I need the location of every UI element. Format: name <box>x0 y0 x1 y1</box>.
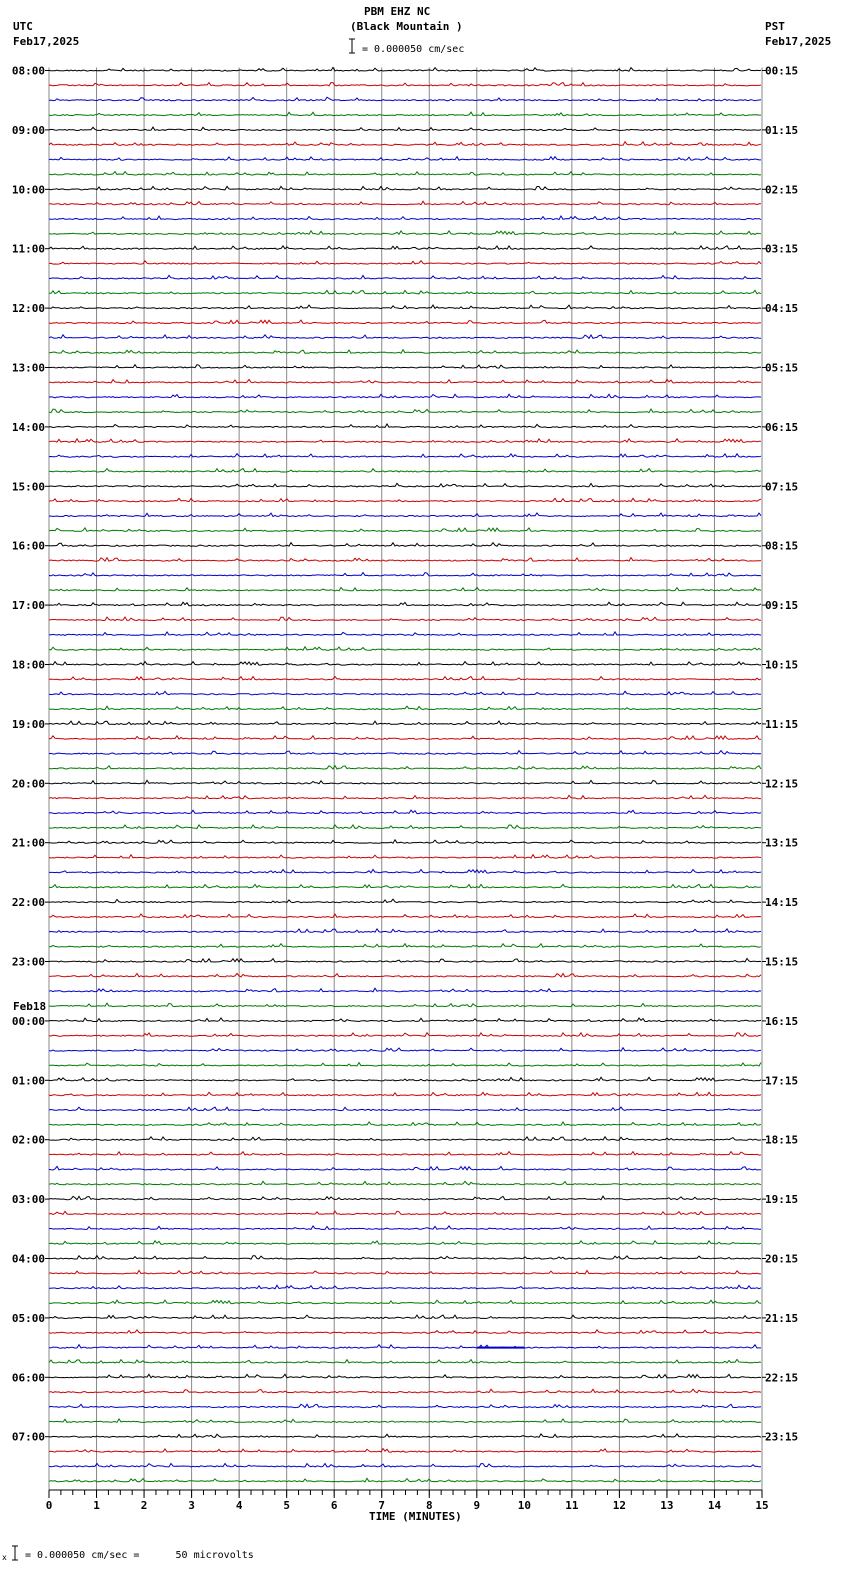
utc-hour-label: 03:00 <box>11 1193 45 1207</box>
pst-hour-label: 23:15 <box>765 1430 799 1444</box>
seismic-trace <box>49 1033 761 1037</box>
seismic-trace <box>49 944 761 948</box>
seismic-trace <box>49 394 761 398</box>
seismic-trace <box>49 1270 761 1274</box>
seismic-trace <box>49 1137 761 1141</box>
left-timezone: UTC <box>13 20 33 33</box>
seismic-trace <box>49 320 761 323</box>
x-tick-label: 2 <box>140 1499 148 1512</box>
seismic-trace <box>49 379 761 383</box>
utc-hour-label: 22:00 <box>11 896 45 910</box>
seismic-trace <box>49 1211 761 1214</box>
seismic-trace <box>49 1374 761 1378</box>
station-title: PBM EHZ NC <box>364 5 431 18</box>
seismic-trace <box>49 172 761 175</box>
seismic-trace <box>49 959 761 963</box>
pst-hour-label: 19:15 <box>765 1193 799 1207</box>
pst-hour-label: 03:15 <box>765 242 799 256</box>
seismic-trace <box>49 97 761 101</box>
seismic-trace <box>49 68 761 72</box>
seismic-trace <box>49 602 761 606</box>
seismic-trace <box>49 350 761 354</box>
seismic-trace <box>49 825 761 829</box>
seismic-trace <box>49 424 761 428</box>
seismic-trace <box>49 573 761 577</box>
x-tick-label: 13 <box>660 1499 674 1512</box>
pst-hour-label: 17:15 <box>765 1074 799 1088</box>
seismic-trace <box>49 1048 761 1052</box>
seismic-trace <box>49 751 761 755</box>
x-axis-label: TIME (MINUTES) <box>369 1510 462 1523</box>
pst-hour-label: 21:15 <box>765 1311 799 1325</box>
seismic-trace <box>49 1389 761 1393</box>
utc-hour-label: 21:00 <box>11 836 45 850</box>
pst-hour-label: 10:15 <box>765 658 799 672</box>
seismic-trace <box>49 1419 761 1423</box>
utc-hour-label: 05:00 <box>11 1311 45 1325</box>
seismic-trace <box>49 810 761 814</box>
utc-hour-label: 14:00 <box>11 420 45 434</box>
seismic-trace <box>49 899 761 903</box>
x-tick-label: 10 <box>517 1499 531 1512</box>
seismic-trace <box>49 988 761 992</box>
seismic-trace <box>49 365 761 369</box>
seismic-trace <box>49 261 761 264</box>
pst-hour-label: 02:15 <box>765 183 799 197</box>
seismic-trace <box>49 83 761 86</box>
seismic-trace <box>49 1256 761 1260</box>
seismic-trace <box>49 855 761 859</box>
seismic-trace <box>49 1018 761 1022</box>
footer-scale-note: = 0.000050 cm/sec = 50 microvolts <box>25 1550 254 1561</box>
x-tick-label: 4 <box>235 1499 243 1512</box>
utc-hour-label: 02:00 <box>11 1133 45 1147</box>
seismic-trace <box>49 736 761 740</box>
x-tick-label: 9 <box>473 1499 481 1512</box>
seismic-trace <box>49 290 761 293</box>
seismic-trace <box>49 127 761 130</box>
x-tick-label: 7 <box>378 1499 386 1512</box>
seismic-trace <box>49 1315 761 1319</box>
pst-hour-label: 20:15 <box>765 1252 799 1266</box>
x-tick-label: 0 <box>45 1499 53 1512</box>
seismic-trace <box>49 1434 761 1438</box>
pst-hour-label: 04:15 <box>765 302 799 316</box>
seismic-trace <box>49 1449 761 1453</box>
seismic-trace <box>49 142 761 146</box>
x-tick-label: 1 <box>93 1499 100 1512</box>
left-date: Feb17,2025 <box>13 35 80 48</box>
footer-marker-icon: x <box>2 1553 7 1562</box>
seismic-trace <box>49 706 761 709</box>
seismic-trace <box>49 840 761 844</box>
seismic-trace <box>49 157 761 161</box>
seismic-trace <box>49 528 761 532</box>
utc-hour-label: 08:00 <box>11 64 45 78</box>
seismic-trace <box>49 305 761 309</box>
seismic-trace <box>49 1360 761 1364</box>
seismic-trace <box>49 869 761 873</box>
seismic-trace <box>49 795 761 798</box>
seismic-trace <box>49 1345 761 1349</box>
seismic-trace <box>49 1166 761 1170</box>
seismic-trace <box>49 1285 761 1289</box>
seismic-trace <box>49 691 761 695</box>
seismic-trace <box>49 231 761 235</box>
utc-hour-label: 04:00 <box>11 1252 45 1266</box>
utc-hour-label: 01:00 <box>11 1074 45 1088</box>
seismic-trace <box>49 1330 761 1334</box>
pst-hour-label: 01:15 <box>765 123 799 137</box>
right-date: Feb17,2025 <box>765 35 832 48</box>
x-tick-label: 5 <box>283 1499 290 1512</box>
pst-hour-label: 08:15 <box>765 539 799 553</box>
utc-hour-label: 23:00 <box>11 955 45 969</box>
seismic-trace <box>49 1107 761 1111</box>
seismic-trace <box>49 1092 761 1095</box>
seismic-trace <box>49 721 761 725</box>
pst-hour-label: 14:15 <box>765 896 799 910</box>
utc-hour-label: 15:00 <box>11 480 45 494</box>
seismic-trace <box>49 216 761 220</box>
seismic-trace <box>49 1077 761 1081</box>
seismic-trace <box>49 1152 761 1156</box>
pst-hour-label: 11:15 <box>765 717 799 731</box>
seismic-trace <box>49 914 761 918</box>
seismic-trace <box>49 1464 761 1468</box>
seismic-trace <box>49 201 761 205</box>
seismic-trace <box>49 513 761 517</box>
x-tick-label: 6 <box>330 1499 338 1512</box>
seismic-trace <box>49 617 761 621</box>
pst-hour-label: 22:15 <box>765 1371 799 1385</box>
x-tick-label: 3 <box>188 1499 195 1512</box>
pst-hour-label: 15:15 <box>765 955 799 969</box>
seismic-trace <box>49 1181 761 1185</box>
seismic-trace <box>49 780 761 784</box>
utc-hour-label: 16:00 <box>11 539 45 553</box>
pst-hour-label: 05:15 <box>765 361 799 375</box>
pst-hour-label: 06:15 <box>765 420 799 434</box>
x-tick-label: 12 <box>612 1499 627 1512</box>
seismic-trace <box>49 543 761 547</box>
pst-hour-label: 07:15 <box>765 480 799 494</box>
pst-hour-label: 13:15 <box>765 836 799 850</box>
seismic-trace <box>49 1226 761 1230</box>
seismic-trace <box>49 275 761 279</box>
seismic-trace <box>49 1478 761 1482</box>
utc-hour-label: 07:00 <box>11 1430 45 1444</box>
x-tick-label: 11 <box>565 1499 579 1512</box>
seismic-trace <box>49 632 761 636</box>
seismic-trace <box>49 884 761 888</box>
seismic-trace <box>49 1003 761 1006</box>
seismic-trace <box>49 587 761 590</box>
station-location: (Black Mountain ) <box>350 20 463 33</box>
seismic-trace <box>49 929 761 933</box>
seismic-trace <box>49 1300 761 1304</box>
seismic-trace <box>49 409 761 413</box>
seismic-trace <box>49 1122 761 1126</box>
utc-hour-label: 18:00 <box>11 658 45 672</box>
seismic-trace <box>49 483 761 487</box>
seismic-trace <box>49 246 761 250</box>
seismic-trace <box>49 558 761 562</box>
utc-hour-label: 12:00 <box>11 302 45 316</box>
utc-hour-label: 00:00 <box>11 1014 45 1028</box>
seismic-trace <box>49 647 761 651</box>
utc-hour-label: 10:00 <box>11 183 45 197</box>
seismic-trace <box>49 766 761 769</box>
seismic-trace <box>49 186 761 190</box>
pst-hour-label: 12:15 <box>765 777 799 791</box>
date-change-label: Feb18 <box>13 999 47 1013</box>
seismic-trace <box>49 454 761 458</box>
x-tick-label: 8 <box>425 1499 433 1512</box>
seismic-trace <box>49 662 761 666</box>
seismic-trace <box>49 112 761 116</box>
pst-hour-label: 09:15 <box>765 599 799 613</box>
utc-hour-label: 11:00 <box>11 242 45 256</box>
x-tick-label: 14 <box>707 1499 722 1512</box>
seismic-trace <box>49 973 761 977</box>
utc-hour-label: 09:00 <box>11 123 45 137</box>
seismic-trace <box>49 498 761 501</box>
pst-hour-label: 18:15 <box>765 1133 799 1147</box>
seismic-trace <box>49 1241 761 1245</box>
utc-hour-label: 19:00 <box>11 717 45 731</box>
pst-hour-label: 00:15 <box>765 64 799 78</box>
utc-hour-label: 13:00 <box>11 361 45 375</box>
utc-hour-label: 17:00 <box>11 599 45 613</box>
pst-hour-label: 16:15 <box>765 1014 799 1028</box>
right-timezone: PST <box>765 20 785 33</box>
seismic-trace <box>49 1063 761 1067</box>
utc-hour-label: 20:00 <box>11 777 45 791</box>
seismic-trace <box>49 335 761 339</box>
scale-bar-label: = 0.000050 cm/sec <box>362 44 465 55</box>
seismic-trace <box>49 469 761 473</box>
seismic-trace <box>49 1196 761 1200</box>
seismic-trace <box>49 1404 761 1407</box>
utc-hour-label: 06:00 <box>11 1371 45 1385</box>
seismic-trace <box>49 439 761 443</box>
x-tick-label: 15 <box>755 1499 769 1512</box>
seismic-trace <box>49 676 761 680</box>
